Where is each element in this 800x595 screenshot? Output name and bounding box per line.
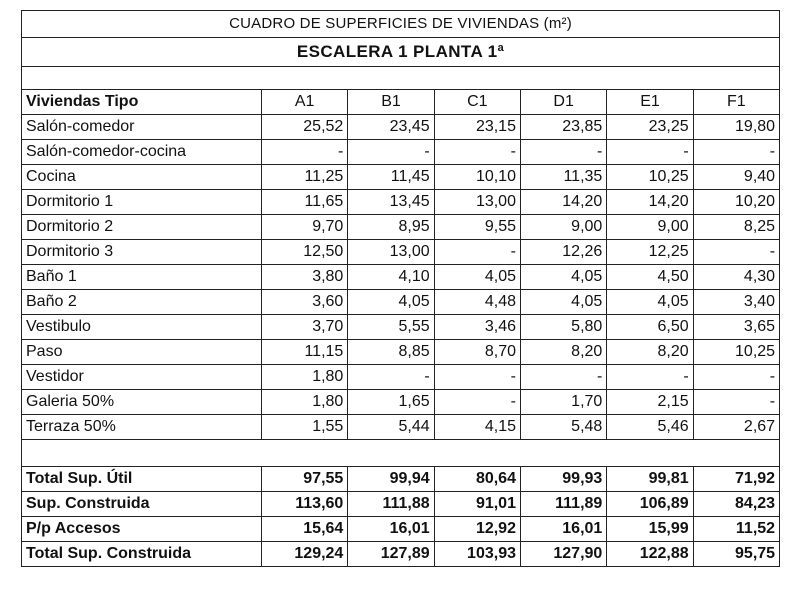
row-label: Total Sup. Útil <box>22 467 262 492</box>
value-cell: 23,85 <box>520 115 606 140</box>
value-cell: 11,65 <box>262 190 348 215</box>
value-cell: 8,85 <box>348 340 434 365</box>
header-col-f1: F1 <box>693 90 779 115</box>
table-row <box>22 140 780 165</box>
total-row <box>22 492 780 517</box>
value-cell: 97,55 <box>262 467 348 492</box>
value-cell: 84,23 <box>693 492 779 517</box>
value-cell: 80,64 <box>434 467 520 492</box>
value-cell: 16,01 <box>348 517 434 542</box>
total-row <box>22 542 780 567</box>
value-cell: 8,70 <box>434 340 520 365</box>
value-cell: 10,20 <box>693 190 779 215</box>
value-cell: 1,80 <box>262 365 348 390</box>
row-label: Vestidor <box>22 365 262 390</box>
value-cell: 4,30 <box>693 265 779 290</box>
value-cell: 129,24 <box>262 542 348 567</box>
value-cell: 9,00 <box>520 215 606 240</box>
row-label: Total Sup. Construida <box>22 542 262 567</box>
value-cell: 99,93 <box>520 467 606 492</box>
spacer-cell <box>22 440 780 467</box>
value-cell: - <box>607 140 693 165</box>
surface-table <box>21 10 780 567</box>
value-cell: 122,88 <box>607 542 693 567</box>
table-row <box>22 365 780 390</box>
value-cell: 103,93 <box>434 542 520 567</box>
header-col-a1: A1 <box>262 90 348 115</box>
value-cell: 4,05 <box>607 290 693 315</box>
header-row <box>22 90 780 115</box>
subtitle-row <box>22 38 780 67</box>
row-label: Paso <box>22 340 262 365</box>
table-subtitle: ESCALERA 1 PLANTA 1ª <box>22 38 780 67</box>
header-col-e1: E1 <box>607 90 693 115</box>
table-row <box>22 240 780 265</box>
row-label: Sup. Construida <box>22 492 262 517</box>
value-cell: 4,48 <box>434 290 520 315</box>
value-cell: 11,35 <box>520 165 606 190</box>
value-cell: 3,40 <box>693 290 779 315</box>
value-cell: 1,80 <box>262 390 348 415</box>
value-cell: 4,15 <box>434 415 520 440</box>
value-cell: - <box>348 365 434 390</box>
value-cell: - <box>262 140 348 165</box>
total-row <box>22 517 780 542</box>
value-cell: 127,89 <box>348 542 434 567</box>
value-cell: 12,92 <box>434 517 520 542</box>
value-cell: 4,50 <box>607 265 693 290</box>
value-cell: 4,05 <box>348 290 434 315</box>
value-cell: 12,25 <box>607 240 693 265</box>
header-col-d1: D1 <box>520 90 606 115</box>
value-cell: - <box>693 240 779 265</box>
spacer-cell <box>22 67 780 90</box>
value-cell: 11,15 <box>262 340 348 365</box>
spacer-row <box>22 67 780 90</box>
value-cell: 16,01 <box>520 517 606 542</box>
value-cell: 10,25 <box>693 340 779 365</box>
value-cell: 2,15 <box>607 390 693 415</box>
value-cell: 25,52 <box>262 115 348 140</box>
row-label: Cocina <box>22 165 262 190</box>
value-cell: 13,00 <box>348 240 434 265</box>
value-cell: 8,20 <box>520 340 606 365</box>
value-cell: 9,40 <box>693 165 779 190</box>
table-row <box>22 115 780 140</box>
value-cell: - <box>520 365 606 390</box>
value-cell: 3,60 <box>262 290 348 315</box>
table-row <box>22 290 780 315</box>
value-cell: 1,65 <box>348 390 434 415</box>
value-cell: - <box>434 140 520 165</box>
value-cell: - <box>434 390 520 415</box>
value-cell: - <box>693 390 779 415</box>
value-cell: 99,81 <box>607 467 693 492</box>
value-cell: 11,25 <box>262 165 348 190</box>
row-label: Baño 1 <box>22 265 262 290</box>
value-cell: - <box>520 140 606 165</box>
value-cell: 14,20 <box>520 190 606 215</box>
value-cell: 5,48 <box>520 415 606 440</box>
header-label: Viviendas Tipo <box>22 90 262 115</box>
value-cell: 23,45 <box>348 115 434 140</box>
value-cell: 99,94 <box>348 467 434 492</box>
header-col-c1: C1 <box>434 90 520 115</box>
value-cell: 4,05 <box>434 265 520 290</box>
value-cell: 15,99 <box>607 517 693 542</box>
value-cell: 5,44 <box>348 415 434 440</box>
value-cell: 3,65 <box>693 315 779 340</box>
surface-table-sheet <box>21 10 779 567</box>
value-cell: 127,90 <box>520 542 606 567</box>
row-label: Dormitorio 1 <box>22 190 262 215</box>
value-cell: 106,89 <box>607 492 693 517</box>
value-cell: 3,46 <box>434 315 520 340</box>
value-cell: 14,20 <box>607 190 693 215</box>
value-cell: 4,10 <box>348 265 434 290</box>
value-cell: 5,55 <box>348 315 434 340</box>
value-cell: 1,55 <box>262 415 348 440</box>
value-cell: 8,20 <box>607 340 693 365</box>
value-cell: 113,60 <box>262 492 348 517</box>
row-label: Salón-comedor-cocina <box>22 140 262 165</box>
value-cell: 23,25 <box>607 115 693 140</box>
table-row <box>22 340 780 365</box>
row-label: Terraza 50% <box>22 415 262 440</box>
row-label: Galeria 50% <box>22 390 262 415</box>
value-cell: 95,75 <box>693 542 779 567</box>
value-cell: 3,70 <box>262 315 348 340</box>
value-cell: 9,00 <box>607 215 693 240</box>
value-cell: - <box>607 365 693 390</box>
row-label: Salón-comedor <box>22 115 262 140</box>
spacer-row <box>22 440 780 467</box>
value-cell: 23,15 <box>434 115 520 140</box>
value-cell: 1,70 <box>520 390 606 415</box>
value-cell: - <box>693 140 779 165</box>
value-cell: 111,88 <box>348 492 434 517</box>
table-row <box>22 165 780 190</box>
row-label: Vestibulo <box>22 315 262 340</box>
value-cell: 5,80 <box>520 315 606 340</box>
value-cell: 13,00 <box>434 190 520 215</box>
table-row <box>22 390 780 415</box>
value-cell: 9,55 <box>434 215 520 240</box>
value-cell: 10,10 <box>434 165 520 190</box>
value-cell: 111,89 <box>520 492 606 517</box>
value-cell: - <box>693 365 779 390</box>
value-cell: 8,95 <box>348 215 434 240</box>
table-row <box>22 265 780 290</box>
header-col-b1: B1 <box>348 90 434 115</box>
value-cell: 8,25 <box>693 215 779 240</box>
table-title: CUADRO DE SUPERFICIES DE VIVIENDAS (m²) <box>22 11 780 38</box>
table-row <box>22 415 780 440</box>
row-label: P/p Accesos <box>22 517 262 542</box>
row-label: Baño 2 <box>22 290 262 315</box>
value-cell: - <box>434 240 520 265</box>
value-cell: 13,45 <box>348 190 434 215</box>
row-label: Dormitorio 2 <box>22 215 262 240</box>
value-cell: 10,25 <box>607 165 693 190</box>
value-cell: 11,45 <box>348 165 434 190</box>
value-cell: - <box>348 140 434 165</box>
value-cell: 6,50 <box>607 315 693 340</box>
value-cell: 3,80 <box>262 265 348 290</box>
value-cell: 4,05 <box>520 290 606 315</box>
table-row <box>22 190 780 215</box>
value-cell: - <box>434 365 520 390</box>
value-cell: 4,05 <box>520 265 606 290</box>
value-cell: 15,64 <box>262 517 348 542</box>
value-cell: 12,26 <box>520 240 606 265</box>
value-cell: 19,80 <box>693 115 779 140</box>
value-cell: 91,01 <box>434 492 520 517</box>
table-row <box>22 215 780 240</box>
row-label: Dormitorio 3 <box>22 240 262 265</box>
value-cell: 9,70 <box>262 215 348 240</box>
value-cell: 71,92 <box>693 467 779 492</box>
table-row <box>22 315 780 340</box>
value-cell: 5,46 <box>607 415 693 440</box>
title-row <box>22 11 780 38</box>
value-cell: 11,52 <box>693 517 779 542</box>
total-row <box>22 467 780 492</box>
value-cell: 2,67 <box>693 415 779 440</box>
value-cell: 12,50 <box>262 240 348 265</box>
